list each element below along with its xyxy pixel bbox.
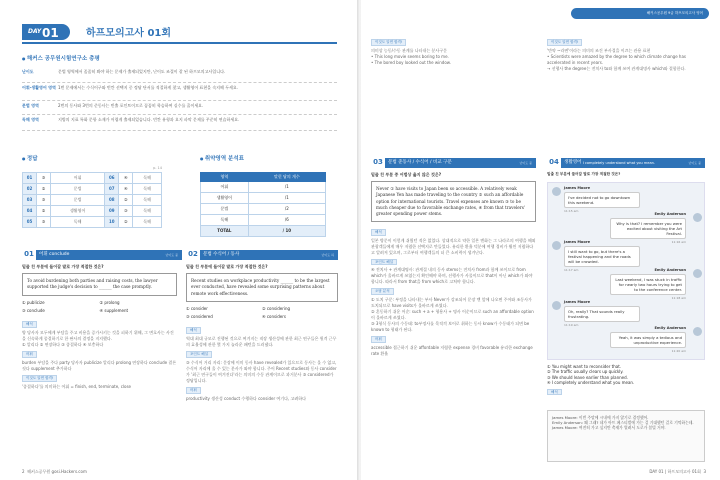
right-footer xyxy=(649,469,706,474)
count: /1 xyxy=(248,182,325,193)
q2-word: 수식어 / 동사 xyxy=(213,251,240,257)
answer-row xyxy=(23,195,162,206)
answer: ③ xyxy=(37,195,51,206)
score-table xyxy=(200,172,326,237)
message-time: 11:20 am xyxy=(671,349,686,354)
q4-word: I completely understand what you mean. xyxy=(582,160,655,165)
q1-word: conclude xyxy=(49,251,70,257)
q1-more-tag: 이것도 알면 합격! xyxy=(22,375,57,382)
q-num: 07 xyxy=(105,184,119,195)
q1-exp-options: ① 알리다 ② 연장하다 ③ 종결하다 ④ 보충하다 xyxy=(22,342,104,348)
rtop-line: • This long movie seems boring to me. xyxy=(371,53,449,59)
answer: ② xyxy=(119,195,133,206)
q2-level: 난이도 하 xyxy=(321,252,334,257)
message-bubble: Last weekend, I was stuck in traffic for nearly two hours trying to get to the conference center. xyxy=(610,274,686,295)
area: 어휘 xyxy=(201,182,249,193)
q2-type: 문법 xyxy=(203,251,212,257)
message-time: 11:16 am xyxy=(671,240,686,245)
review-table xyxy=(22,67,337,131)
right-page xyxy=(361,0,720,480)
left-page xyxy=(0,0,359,480)
left-footer-text: 해커스공무원 gosi.Hackers.com xyxy=(27,468,87,474)
q-num: 08 xyxy=(105,195,119,206)
review-row xyxy=(22,101,337,115)
page-ref: p. 14 xyxy=(153,166,162,170)
q3-exp-tag: 해석 xyxy=(371,229,386,236)
q1-header xyxy=(22,250,182,260)
review-row xyxy=(22,83,337,101)
count: /1 xyxy=(248,193,325,204)
q3-header xyxy=(371,158,536,168)
q2-options xyxy=(186,306,338,320)
day-number: 01 xyxy=(42,26,59,40)
review-text: 문법 영역에서 꼼꼼히 봐야 하는 문제가 출제되었지만, 난이도 조절이 잘 된 하프모의고사입니다. xyxy=(58,69,226,74)
area: 문법 xyxy=(51,184,105,195)
q1-more: '종결하다'를 의미하는 어휘 = finish, end, terminate, close xyxy=(22,383,132,389)
review-label: 문법 영역 xyxy=(22,103,39,108)
q-num: 01 xyxy=(23,173,37,184)
answer: ② xyxy=(37,206,51,217)
q1-vocab-tag: 어휘 xyxy=(22,351,37,358)
answer: ④ xyxy=(119,173,133,184)
q2-exp-tag: 해석 xyxy=(186,327,201,334)
review-row xyxy=(22,115,337,131)
day-badge xyxy=(22,24,70,40)
answer: ③ xyxy=(37,217,51,228)
answer: ② xyxy=(37,184,51,195)
q4-number: 04 xyxy=(547,158,561,168)
q3-explanation: 일본 방문이 이렇게 쉬웠던 적은 없었다. 상대적으로 약한 일본 엔화는 그 나라로의 여행을 해외 관광객들에게 매우 저렴한 선택지로 만들었다. 유리한 환율 덕분에 여행 경비가 훨씬 저렴하다고 알려져 있으며, 그로부터 여행객들의 더 큰 소비력이 생겨난다. xyxy=(371,237,536,255)
chat-message xyxy=(564,300,640,327)
option[interactable]: ④ I completely understand what you mean. xyxy=(547,380,635,386)
sender-name: Emily Anderson xyxy=(654,268,686,272)
area: 문법 xyxy=(51,195,105,206)
q1-vocab: burden 부담을 주다 party 당사자 publicize 알리다 prolong 연장하다 conclude 결론짓다 supplement 추가하다 xyxy=(22,359,177,371)
q4-level: 난이도 중 xyxy=(688,160,701,165)
sender-name: James Moore xyxy=(564,300,591,304)
sender-name: Emily Anderson xyxy=(654,212,686,216)
message-bubble: Yeah, it was simply a tedious and unproductive experience. xyxy=(610,332,686,348)
review-text: 1번 문제에서는 수식어구와 빈칸 선택지 중 정답 단서를 적절하게 찾고, 생활영어 표현을 숙지해 두세요. xyxy=(58,85,239,90)
q4-header xyxy=(547,158,705,168)
q-num: 02 xyxy=(23,184,37,195)
message-time: 11:15 am xyxy=(564,209,579,214)
rtop-line: • Scientists were amazed by the degree to which climate change has accelerated in recent years. xyxy=(547,53,687,65)
area: 독해 xyxy=(133,195,162,206)
q3-point: ④ 전치사 + 관계대명사: 관계절 내의 동사 stems는 전치사 from과 함께 쓰이므로 from which가 올바르게 쓰였는지 확인해야 하며, 선행사가 사물이므로 that이 아닌 which가 와야 합니다. 따라서 from that을 from which로 고쳐야 합니다. xyxy=(371,267,533,285)
option[interactable]: ① You might want to reconsider that. xyxy=(547,364,622,369)
area: 독해 xyxy=(201,215,249,226)
option[interactable]: ① consider xyxy=(186,305,208,311)
area: 생활영어 xyxy=(51,206,105,217)
right-footer-text: DAY 01 | 하프모의고사 01회 xyxy=(649,468,701,474)
rtop-line: 의미상 능동/수동 관계를 나타내는 분사구문 xyxy=(371,47,447,53)
q2-point-tag: 포인트 해설 xyxy=(186,351,212,358)
q4-exp-tag: 해석 xyxy=(547,389,562,396)
q2-vocab: productivity 생산성 conduct 수행하다 consider 여기다, 고려하다 xyxy=(186,395,306,401)
answer-row xyxy=(23,173,162,184)
q-num: 10 xyxy=(105,217,119,228)
q3-vocab: accessible 접근하기 쉬운 affordable 저렴한 expense 경비 favorable 유리한 exchange rate 환율 xyxy=(371,344,533,356)
q-num: 06 xyxy=(105,173,119,184)
review-text: 지방의 지표 특화 문항 소재가 어렵게 출제되었습니다. 빈칸 유형과 요지 파악 문제를 꾸준히 연습하세요. xyxy=(58,117,240,122)
q2-header xyxy=(186,250,338,260)
option[interactable]: ③ We should leave earlier than planned. xyxy=(547,374,628,380)
q3-body xyxy=(371,172,536,357)
avatar xyxy=(693,327,702,336)
q2-point: ③ 수식어 거리 자리: 문장에 이미 동사 have revealed가 있으므로 동사는 올 수 없고, 수식어 자리에 올 수 있는 분사가 와야 합니다. 주어 Recent studies와 동사 consider가 '최근 연구들이 여겨진다'라는 의미의 수동 관계이므로 과거분사 ③ considered가 정답입니다. xyxy=(186,359,337,383)
rtop-line: → 선행사 the degree는 전치사 to와 함께 쓰여 관계대명사 which와 결합한다. xyxy=(547,65,686,71)
answer-row xyxy=(23,184,162,195)
rtop-line: • The bored boy looked out the window. xyxy=(371,59,451,65)
q2-body xyxy=(186,264,338,402)
answer: ② xyxy=(119,217,133,228)
option[interactable]: ② considering xyxy=(262,305,291,311)
q3-level: 난이도 중 xyxy=(519,160,532,165)
avatar xyxy=(552,241,561,250)
answer-row xyxy=(23,217,162,228)
score-row xyxy=(201,215,326,226)
message-bubble: I still want to go, but there's a festival happening and the roads will be crowded. xyxy=(564,246,640,267)
sender-name: James Moore xyxy=(564,186,591,190)
area: 독해 xyxy=(133,217,162,228)
option[interactable]: ③ considered xyxy=(186,314,213,320)
option[interactable]: ② prolong xyxy=(99,299,120,305)
q2-vocab-tag: 어휘 xyxy=(186,387,201,394)
rtop-tag-2: 이것도 알면 합격! xyxy=(547,39,582,46)
answer: ③ xyxy=(119,206,133,217)
q2-explanation: 역대 최대 규모로 진행된 것으로 여겨지는 직장 생산성에 관한 최근 연구들은 원격 근무의 효율성에 관한 몇 가지 놀라운 패턴을 드러냈다. xyxy=(186,336,337,348)
right-header-text: 해커스공무원 9급 하프모의고사 영어 xyxy=(646,11,703,16)
q-num: 04 xyxy=(23,206,37,217)
review-label: 독해 영역 xyxy=(22,117,39,122)
q1-explanation: 양 당사자 모두에게 부담을 주고 비용을 증가시키는 것을 피하기 위해, 그 변호사는 사건을 신속하게 종결하기로 한 판사의 결정을 지지했다. xyxy=(22,330,174,342)
chat-message xyxy=(564,186,640,213)
q-num: 09 xyxy=(105,206,119,217)
option[interactable]: ② The traffic usually clears up quickly. xyxy=(547,369,624,375)
q2-passage: Recent studies on workplace productivity ______ to be the largest ever conducted, have revealed some surprising patterns about remote work effectiveness. xyxy=(186,273,338,301)
left-page-number: 2 xyxy=(22,468,25,474)
sender-name: Emily Anderson xyxy=(654,326,686,330)
area: 문법 xyxy=(201,204,249,215)
message-bubble: I've decided not to go downtown this weekend. xyxy=(564,192,640,208)
message-time: 11:17 am xyxy=(564,268,579,273)
q4-type: 생활영어 xyxy=(564,159,582,165)
q1-exp-tag: 해석 xyxy=(22,321,37,328)
q1-level: 난이도 중 xyxy=(165,252,178,257)
q4-answers xyxy=(547,364,705,397)
right-page-number: 3 xyxy=(703,468,706,474)
answers-heading: ● 정답 xyxy=(22,156,38,163)
q4-prompt: 밑줄 친 부분에 들어갈 말로 가장 적절한 것은? xyxy=(547,172,621,176)
avatar xyxy=(552,187,561,196)
rtop-right-note xyxy=(547,36,702,72)
option[interactable]: ④ supplement xyxy=(99,307,129,313)
area: 생활영어 xyxy=(201,193,249,204)
q3-word: 준동사 / 수식어 / 비교 구문 xyxy=(398,159,452,165)
title-divider xyxy=(22,42,337,44)
left-footer xyxy=(22,469,87,474)
q4-explanation: James Moore: 이번 주말에 시내에 가지 않기로 결정했어. Emily Anderson: 왜 그래? 네가 아트 페스티벌에 가는 걸 기대했던 걸로 기억하는데. James Moore: 여전히 가고 싶지만 축제가 열려서 도로가 붐빌 거야. xyxy=(547,410,705,462)
q3-wrong: ① 도치 구문: 부정을 나타내는 부사 Never가 강조되어 문장 맨 앞에 나오면 주어와 조동사가 도치되므로 have visits가 올바르게 쓰였다. ② 혼동하기 쉬운 어순: such + a + 형용사 + 명사 어순이므로 such an affordable option이 올바르게 쓰였다. ③ 3형식 동사의 수동태: to부정사를 목적격 보어로 취하는 동사 know가 수동태가 되면 be known to 형태가 된다. xyxy=(371,297,534,333)
q4-body xyxy=(547,172,705,181)
answer: ③ xyxy=(37,173,51,184)
q2-prompt: 밑줄 친 부분에 들어갈 말로 가장 적절한 것은? xyxy=(186,264,268,269)
message-time: 11:19 am xyxy=(564,323,579,328)
page-title: 하프모의고사 01회 xyxy=(86,28,172,39)
message-time: 11:18 am xyxy=(671,296,686,301)
area: 독해 xyxy=(51,217,105,228)
q3-prompt: 밑줄 친 부분 중 어법상 옳지 않은 것은? xyxy=(371,172,442,177)
score-row xyxy=(201,204,326,215)
q1-number: 01 xyxy=(22,250,36,260)
total-count: / 10 xyxy=(248,226,325,237)
avatar xyxy=(552,301,561,310)
review-text: 2번의 동사와 3번의 준동사는 빈출 포인트이므로 꼼꼼히 학습하여 실수를 줄이세요. xyxy=(58,103,204,108)
rtop-tag: 이것도 알면 합격! xyxy=(371,39,406,46)
q-num: 05 xyxy=(23,217,37,228)
q1-passage: To avoid burdening both parties and raising costs, the lawyer supported the judge's decision to ______ the case promptly. xyxy=(22,273,177,295)
answer-row xyxy=(23,206,162,217)
rtop-left-note xyxy=(371,36,526,66)
q3-vocab-tag: 어휘 xyxy=(371,336,386,343)
source-heading: ● 해커스 공무원시험연구소 총평 xyxy=(22,56,100,63)
message-bubble: Why is that? I remember you were excited about visiting the Art Festival. xyxy=(610,218,686,239)
avatar xyxy=(693,269,702,278)
chat-message xyxy=(610,326,686,353)
q3-wrong-tag: 오답 분석 xyxy=(371,288,394,295)
q1-options xyxy=(22,300,177,314)
review-row xyxy=(22,67,337,83)
q2-number: 02 xyxy=(186,250,200,260)
area: 독해 xyxy=(133,173,162,184)
right-header-pill xyxy=(571,8,709,19)
q3-type: 문법 xyxy=(388,159,397,165)
score-col-count: 맞힌 답의 개수 xyxy=(248,173,325,182)
score-row xyxy=(201,193,326,204)
day-prefix: DAY xyxy=(28,28,42,35)
answer: ④ xyxy=(119,184,133,195)
score-total-row xyxy=(201,226,326,237)
score-heading: ● 취약영역 분석표 xyxy=(200,156,244,163)
count: /2 xyxy=(248,204,325,215)
score-col-area: 영역 xyxy=(201,173,249,182)
chat-window xyxy=(547,182,705,360)
q3-point-tag: 포인트 해설 xyxy=(371,259,397,266)
option[interactable]: ① publicize xyxy=(22,299,45,305)
q1-body xyxy=(22,264,177,390)
rtop-line: '만약 ~라면'이라는 의미의 조건 부사절을 이끄는 관용 표현 xyxy=(547,47,651,53)
message-bubble: Oh, really? That sounds really frustrating. xyxy=(564,306,640,322)
option[interactable]: ④ considers xyxy=(262,314,286,320)
q3-number: 03 xyxy=(371,158,385,168)
chat-message xyxy=(610,268,686,300)
count: /6 xyxy=(248,215,325,226)
review-label: 어휘·생활영어 영역 xyxy=(22,85,56,90)
sender-name: James Moore xyxy=(564,240,591,244)
area: 독해 xyxy=(133,206,162,217)
q1-prompt: 밑줄 친 부분에 들어갈 말로 가장 적절한 것은? xyxy=(22,264,104,269)
answer-table xyxy=(22,172,162,228)
total-label: TOTAL xyxy=(201,226,249,237)
q-num: 03 xyxy=(23,195,37,206)
review-label: 난이도 xyxy=(22,69,34,74)
area: 어휘 xyxy=(51,173,105,184)
score-row xyxy=(201,182,326,193)
q3-passage: Never ① have visits to Japan been so accessible. A relatively weak Japanese Yen has made traveling to the country ② such an affordable option for international tourists. Travel expenses are known ③ to be much cheaper due to favorable exchange rates, ④ from that travelers' greater spending power stems. xyxy=(371,181,536,221)
avatar xyxy=(693,213,702,222)
option[interactable]: ③ conclude xyxy=(22,307,45,313)
q1-type: 어휘 xyxy=(39,251,48,257)
area: 독해 xyxy=(133,184,162,195)
